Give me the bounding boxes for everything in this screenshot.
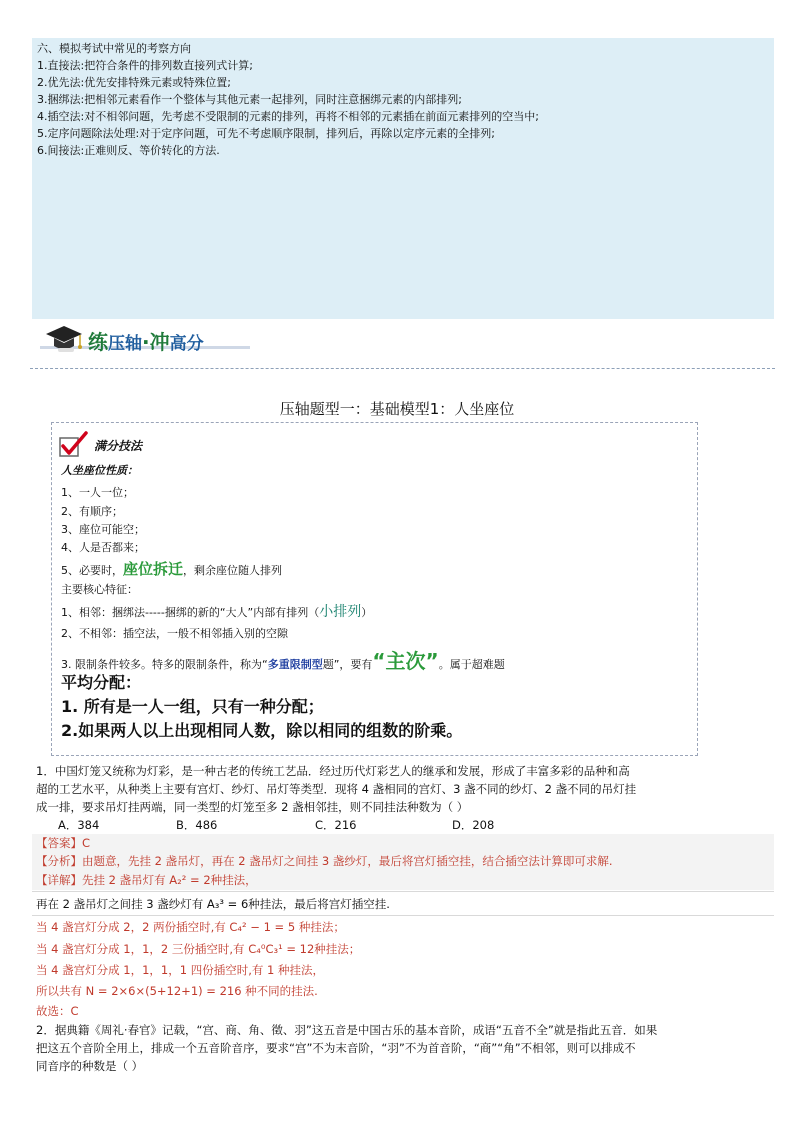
core-title: 主要核心特征： (61, 583, 138, 596)
question-1-line: 1．中国灯笼又统称为灯彩，是一种古老的传统工艺品．经过历代灯彩艺人的继承和发展，形成了丰富多彩的品种和高 (36, 764, 630, 778)
core-item-2: 2、不相邻：插空法，一般不相邻插入别的空隙 (61, 627, 288, 640)
solution-step: 所以共有 N = 2×6×(5+12+1) = 216 种不同的挂法. (36, 984, 318, 998)
checkmark-icon (58, 430, 88, 458)
avg-title: 平均分配： (61, 673, 142, 692)
banner-part: 压轴 (108, 334, 142, 354)
answer-line: 【答案】C (36, 836, 91, 850)
graduation-cap-icon (44, 322, 84, 354)
question-2-line: 把这五个音阶全用上，排成一个五音阶音序，要求“宫”不为末音阶，“羽”不为首音阶，“商”“角”不相邻，则可以排成不 (36, 1041, 636, 1055)
question-1-line: 超的工艺水平，从种类上主要有宫灯、纱灯、吊灯等类型．现将 4 盏相同的宫灯、3 盏不同的纱灯、2 盏不同的吊灯挂 (36, 782, 637, 796)
option-a: A．384 (58, 818, 100, 832)
analysis-text: 由题意，先挂 2 盏吊灯，再在 2 盏吊灯之间挂 3 盏纱灯，最后将宫灯插空挂，结合插空法计算即可求解. (82, 854, 613, 868)
highlight-text: 小排列 (319, 604, 362, 620)
banner-part: ·冲 (142, 330, 170, 354)
property-item: 3、座位可能空； (61, 523, 145, 536)
solution-step: 当 4 盏宫灯分成 1，1，2 三份插空时,有 C₄⁰C₃¹ = 12种挂法； (36, 942, 361, 956)
text-part: 题”，要有 (322, 658, 373, 671)
method-line: 5.定序问题除法处理:对于定序问题，可先不考虑顺序限制，排列后，再除以定序元素的全排列; (37, 127, 495, 140)
solution-step: 再在 2 盏吊灯之间挂 3 盏纱灯有 A₃³ = 6种挂法，最后将宫灯插空挂. (36, 897, 390, 911)
avg-item-1: 1. 所有是一人一组，只有一种分配； (61, 697, 324, 716)
analysis-line (36, 853, 613, 869)
section-title: 压轴题型一：基础模型1：人坐座位 (279, 400, 515, 418)
property-item: 2、有顺序； (61, 505, 123, 518)
tips-heading: 满分技法 (94, 439, 143, 453)
analysis-tag: 【分析】 (36, 854, 82, 868)
core-item-1 (61, 601, 372, 621)
banner-part: 高分 (169, 334, 204, 354)
text-part: 3. 限制条件较多。特多的限制条件，称为“ (61, 658, 268, 671)
question-2-line: 同音序的种数是（ ） (36, 1059, 144, 1073)
banner-part: 练 (88, 330, 108, 354)
method-line: 2.优先法:优先安排特殊元素或特殊位置; (37, 76, 231, 89)
solution-step: 当 4 盏宫灯分成 1，1，1，1 四份插空时,有 1 种挂法， (36, 963, 324, 977)
option-d: D．208 (452, 818, 495, 832)
solution-step: 当 4 盏宫灯分成 2，2 两份插空时,有 C₄² − 1 = 5 种挂法； (36, 920, 345, 934)
row-separator (32, 891, 774, 892)
property-item: 4、人是否都来； (61, 541, 145, 554)
banner-title (88, 326, 204, 355)
method-line: 6.间接法:正难则反、等价转化的方法. (37, 144, 220, 157)
text-part: ，剩余座位随人排列 (183, 564, 283, 577)
methods-heading: 六、模拟考试中常见的考察方向 (37, 42, 191, 55)
text-part: 。属于超难题 (438, 658, 505, 671)
row-separator (32, 915, 774, 916)
section-divider (30, 368, 775, 369)
avg-item-2: 2.如果两人以上出现相同人数，除以相同的组数的阶乘。 (61, 721, 463, 740)
method-line: 3.捆绑法:把相邻元素看作一个整体与其他元素一起排列，同时注意捆绑元素的内部排列; (37, 93, 462, 106)
property-title: 人坐座位性质： (61, 464, 138, 477)
question-2-line: 2．据典籍《周礼·春官》记载，“宫、商、角、徵、羽”这五音是中国古乐的基本音阶，成语“五音不全”就是指此五音．如果 (36, 1023, 658, 1037)
text-part: ） (361, 606, 373, 619)
detail-text: 先挂 2 盏吊灯有 A₂² = 2种挂法， (82, 873, 257, 887)
method-line: 4.插空法:对不相邻问题，先考虑不受限制的元素的排列，再将不相邻的元素插在前面元素排列的空当中; (37, 110, 539, 123)
methods-summary-box (32, 38, 774, 319)
highlight-text: 座位拆迁 (123, 560, 184, 578)
solution-step: 故选：C (36, 1004, 79, 1018)
method-line: 1.直接法:把符合条件的排列数直接列式计算; (37, 59, 253, 72)
property-item-5 (61, 558, 282, 579)
question-1-line: 成一排，要求吊灯挂两端，同一类型的灯笼至多 2 盏相邻挂，则不同挂法种数为（ ） (36, 800, 469, 814)
text-part: 5、必要时， (61, 564, 123, 577)
option-c: C．216 (315, 818, 357, 832)
highlight-text: 多重限制型 (267, 658, 323, 671)
detail-line (36, 872, 257, 888)
property-item: 1、一人一位； (61, 486, 134, 499)
highlight-text: “主次” (372, 649, 439, 673)
option-b: B．486 (176, 818, 218, 832)
detail-tag: 【详解】 (36, 873, 82, 887)
text-part: 1、相邻：捆绑法-----捆绑的新的“大人”内部有排列（ (61, 606, 320, 619)
